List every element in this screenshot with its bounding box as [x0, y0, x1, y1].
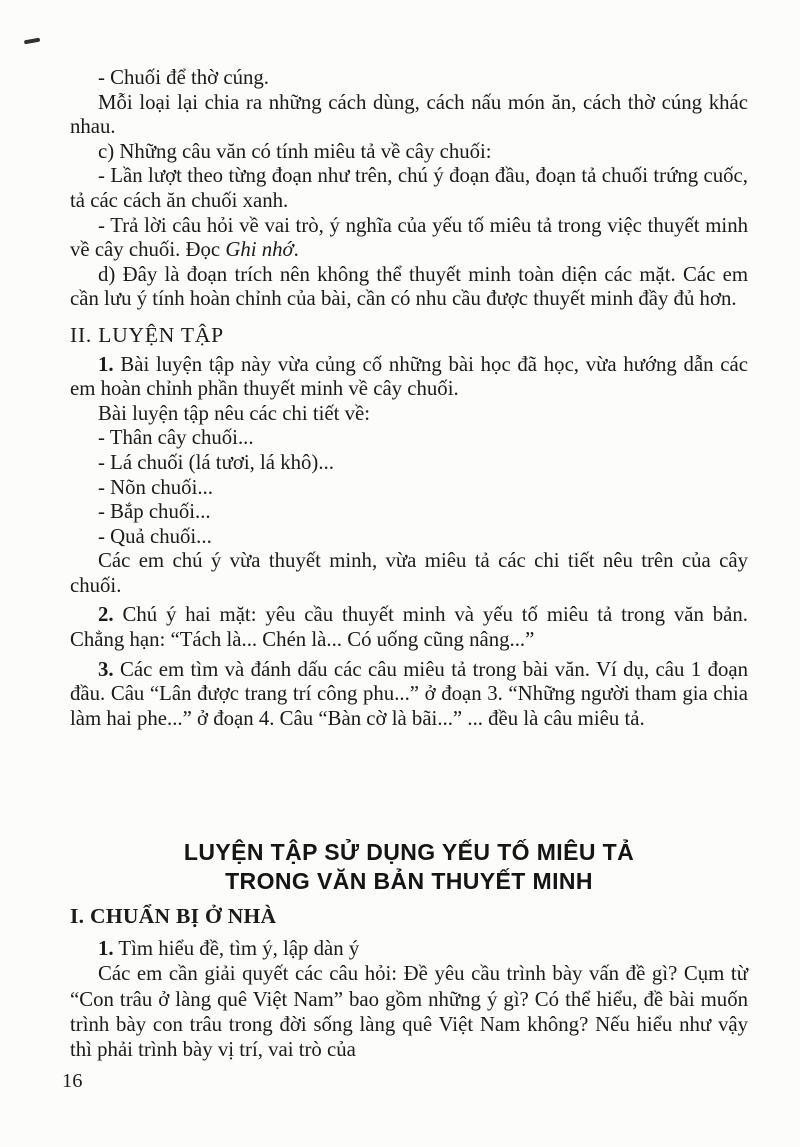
paragraph-text: - Trả lời câu hỏi về vai trò, ý nghĩa của yếu tố miêu tả trong việc thuyết minh về cây chuối. Đọc [70, 213, 748, 262]
paragraph-text: Bài luyện tập này vừa củng cố những bài học đã học, vừa hướng dẫn các em hoàn chỉnh phần thuyết minh về cây chuối. [70, 352, 748, 401]
body-paragraph: c) Những câu văn có tính miêu tả về cây chuối: [98, 139, 492, 163]
upper-text-block [70, 66, 748, 731]
paragraph-text: . [293, 238, 299, 262]
bullet-item: - Lá chuối (lá tươi, lá khô)... [98, 450, 334, 474]
numbered-item-3 [70, 658, 748, 732]
item-number: 3. [98, 657, 114, 681]
body-paragraph: Bài luyện tập nêu các chi tiết về: [98, 401, 370, 425]
item-number: 1. [98, 352, 114, 376]
body-paragraph: Các em chú ý vừa thuyết minh, vừa miêu tả các chi tiết nêu trên của cây chuối. [70, 549, 748, 597]
section-heading-luyen-tap: II. LUYỆN TẬP [70, 322, 224, 347]
numbered-item-2 [70, 603, 748, 652]
body-paragraph: Các em cần giải quyết các câu hỏi: Đề yêu cầu trình bày vấn đề gì? Cụm từ “Con trâu ở làng quê Việt Nam” bao gồm những ý gì? Có thể hiểu, đề bài muốn trình bày con trâu trong đời sống làng quê Việt Nam không? Nếu hiểu như vậy thì phải trình bày vị trí, vai trò của [70, 962, 748, 1062]
chapter-title-line1: LUYỆN TẬP SỬ DỤNG YẾU TỐ MIÊU TẢ [183, 839, 635, 865]
chapter-title [70, 838, 748, 896]
numbered-item-1 [70, 353, 748, 402]
section-heading-chuan-bi: I. CHUẨN BỊ Ở NHÀ [70, 904, 277, 928]
body-paragraph [70, 214, 748, 263]
body-paragraph: - Chuối để thờ cúng. [98, 66, 269, 89]
paragraph-text: Tìm hiểu đề, tìm ý, lập dàn ý [113, 937, 360, 961]
chapter-title-line2: TRONG VĂN BẢN THUYẾT MINH [225, 868, 593, 894]
scan-artifact-dash [24, 38, 40, 44]
body-paragraph: d) Đây là đoạn trích nên không thể thuyết minh toàn diện các mặt. Các em cần lưu ý tính hoàn chỉnh của bài, cần có nhu cầu được thuyết minh đầy đủ hơn. [70, 262, 748, 311]
page-number: 16 [62, 1070, 83, 1092]
bullet-item: - Nõn chuối... [98, 475, 213, 499]
body-paragraph: Mỗi loại lại chia ra những cách dùng, cách nấu món ăn, cách thờ cúng khác nhau. [70, 90, 748, 139]
paragraph-text: Chú ý hai mặt: yêu cầu thuyết minh và yếu tố miêu tả trong văn bản. Chẳng hạn: “Tách là... Chén là... Có uống cũng nâng...” [70, 603, 748, 652]
item-number: 2. [98, 603, 114, 627]
italic-reference: Ghi nhớ [225, 238, 294, 262]
bullet-item: - Thân cây chuối... [98, 426, 254, 450]
paragraph-text: Các em tìm và đánh dấu các câu miêu tả trong bài văn. Ví dụ, câu 1 đoạn đầu. Câu “Lân được trang trí công phu...” ở đoạn 3. “Những người tham gia chia làm hai phe...” ở đoạn 4. Câu “Bàn cờ là bãi...” ... đều là câu miêu tả. [70, 657, 748, 730]
body-paragraph: - Lần lượt theo từng đoạn như trên, chú ý đoạn đầu, đoạn tả chuối trứng cuốc, tả các cách ăn chuối xanh. [70, 164, 748, 212]
chapter-block [70, 838, 748, 1062]
bullet-item: - Quả chuối... [98, 524, 212, 548]
numbered-item-1 [70, 936, 748, 961]
item-number: 1. [98, 937, 114, 961]
bullet-item: - Bắp chuối... [98, 500, 211, 524]
